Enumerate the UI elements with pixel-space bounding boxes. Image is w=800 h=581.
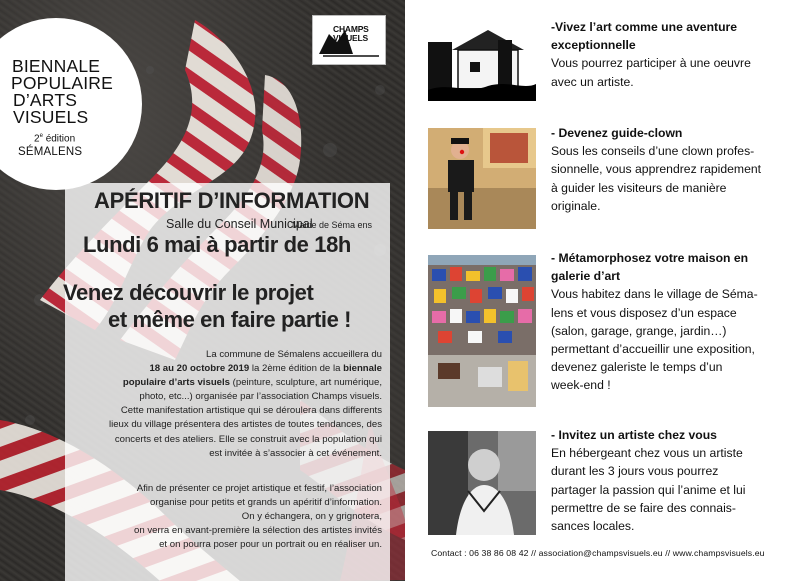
event-venue: Salle du Conseil Municipal <box>166 217 313 231</box>
offer-item-house-gallery: - Métamorphosez votre maison en galerie d’art Vous habitez dans le village de Séma- lens et vous disposez d’un espace (salon, garage, grange, jardin…) permettant d’accueillir une exposition, devenez galeriste le temps d’un week-end ! <box>551 251 758 393</box>
headline-line-1: Venez découvrir le projet <box>63 280 314 305</box>
headline-line-2: et même en faire partie ! <box>108 307 352 332</box>
badge-city: SÉMALENS <box>18 146 83 158</box>
house-sketch-image <box>428 20 536 101</box>
badge-line-4: VISUELS <box>13 107 89 127</box>
contact-line: Contact : 06 38 86 08 42 // association@champsvisuels.eu // www.champsvisuels.eu <box>431 548 765 558</box>
champs-visuels-logo <box>312 15 386 65</box>
logo-text: CHAMPS VISUELS <box>333 24 369 43</box>
offer-item-art-adventure: -Vivez l’art comme une aventure exceptionnelle Vous pourrez participer à une oeuvre avec un artiste. <box>551 20 751 89</box>
badge-line-2: POPULAIRE <box>11 73 113 93</box>
apero-paragraph: Afin de présenter ce projet artistique et festif, l’association organise pour petits et grands un apéritif d’information. On y échangera, on y grignotera, on verra en avant-première la sélection des artistes invités et on pourra poser pour un portrait ou en réaliser un. <box>134 483 382 551</box>
offer-item-host-artist: - Invitez un artiste chez vous En hébergeant chez vous un artiste durant les 3 jours vous pourrez partager la passion qui l’anime et lui permettre de se faire des connais- sances locales. <box>551 428 746 534</box>
painted-house-image <box>428 255 536 407</box>
event-title: APÉRITIF D’INFORMATION <box>94 188 370 213</box>
artist-portrait-image <box>428 431 536 535</box>
badge-line-3: D’ARTS <box>13 90 78 110</box>
offer-item-guide-clown: - Devenez guide-clown Sous les conseils d’une clown profes- sionnelle, vous apprendrez rapidement à guider les visiteurs de manière originale. <box>551 126 762 213</box>
clown-guide-image <box>428 128 536 229</box>
badge-line-1: BIENNALE <box>12 56 101 76</box>
badge-edition: 2e édition <box>34 133 76 145</box>
intro-paragraph: La commune de Sémalens accueillera du 18 au 20 octobre 2019 la 2ème édition de la biennale populaire d’arts visuels (peinture, sculpture, art numérique, photo, etc...) organisée par l’association Champs visuels. Cette manifestation artistique qui se déroulera dans differents lieux du village présentera des artistes de toutes tendances, des concerts et des ateliers. Elle se construit avec la population qui est invitée à s’associer à cet événement. <box>108 349 382 459</box>
event-date: Lundi 6 mai à partir de 18h <box>83 232 351 257</box>
event-venue-note: Mairie de Séma ens <box>292 220 373 230</box>
